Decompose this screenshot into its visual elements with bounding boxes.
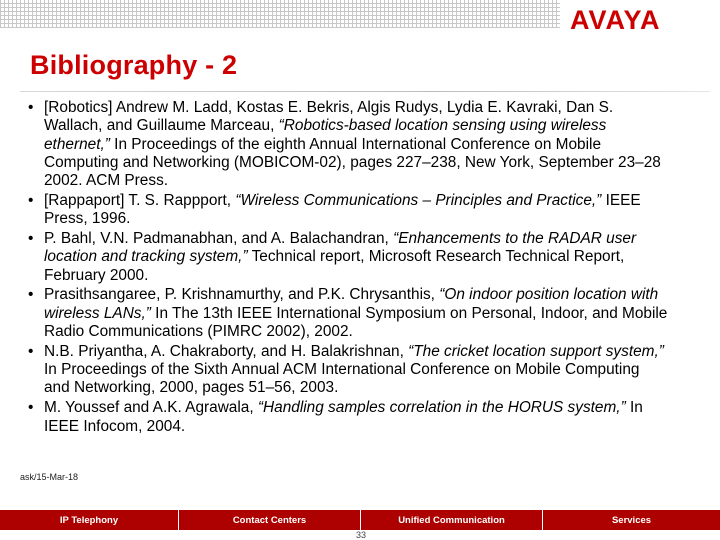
reference-authors: Prasithsangaree, P. Krishnamurthy, and P.K. Chrysanthis, (44, 286, 440, 304)
reference-title: “Robotics-based location sensing using wireless ethernet,” (44, 117, 607, 153)
footer-contact-centers[interactable]: Contact Centers (232, 514, 307, 526)
list-item (28, 99, 668, 190)
footer-ip-telephony[interactable]: IP Telephony (59, 514, 119, 526)
bullet-icon: • (28, 399, 34, 417)
list-item (28, 192, 668, 229)
reference-details: In The 13th IEEE International Symposium on Personal, Indoor, and Mobile Radio Communications (PIMRC 2002), 2002. (44, 304, 668, 341)
reference-title: “The cricket location support system,” (408, 342, 664, 360)
title-divider (20, 91, 710, 92)
footer-unified-communication[interactable]: Unified Communication (398, 514, 505, 526)
list-item (28, 399, 668, 436)
reference-title: “Handling samples correlation in the HORUS system,” (257, 399, 626, 417)
reference-title: “Enhancements to the RADAR user location and tracking system,” (44, 230, 637, 266)
reference-details: In IEEE Infocom, 2004. (44, 399, 643, 435)
reference-details: Technical report, Microsoft Research Technical Report, February 2000. (44, 248, 625, 284)
page-number: 33 (356, 530, 367, 540)
logo-text: AVAYA (570, 5, 661, 34)
avaya-logo (570, 4, 696, 34)
bibliography-list (28, 99, 668, 437)
footer-services[interactable]: Services (611, 514, 652, 526)
reference-details: IEEE Press, 1996. (44, 191, 641, 228)
bullet-icon: • (28, 342, 34, 360)
reference-authors: [Robotics] Andrew M. Ladd, Kostas E. Bekris, Algis Rudys, Lydia E. Kavraki, Dan S. Wallach, and Guillaume Marceau, (44, 99, 614, 135)
bullet-icon: • (28, 99, 34, 116)
bullet-icon: • (28, 286, 34, 304)
reference-title: “On indoor position location with wireless LANs,” (44, 286, 659, 322)
reference-authors: [Rappaport] T. S. Rappport, (44, 191, 236, 209)
reference-details: In Proceedings of the eighth Annual International Conference on Mobile Computing and Networking (MOBICOM-02), pages 227–238, New York, September 23–28 2002. ACM Press. (44, 135, 661, 190)
reference-authors: M. Youssef and A.K. Agrawala, (44, 399, 258, 417)
list-item (28, 286, 668, 341)
reference-authors: N.B. Priyantha, A. Chakraborty, and H. Balakrishnan, (44, 342, 409, 360)
header-grid-pattern (0, 0, 560, 28)
reference-authors: P. Bahl, V.N. Padmanabhan, and A. Balachandran, (44, 230, 394, 248)
page-title: Bibliography - 2 (30, 50, 238, 80)
bullet-icon: • (28, 191, 34, 209)
reference-title: “Wireless Communications – Principles and Practice,” (235, 191, 602, 209)
reference-details: In Proceedings of the Sixth Annual ACM International Conference on Mobile Computing and Networking, 2000, pages 51–56, 2003. (44, 361, 640, 397)
footer-bar (0, 510, 720, 530)
list-item (28, 343, 668, 398)
footnote: ask/15-Mar-18 (20, 472, 79, 482)
bullet-icon: • (28, 230, 34, 248)
list-item (28, 230, 668, 285)
